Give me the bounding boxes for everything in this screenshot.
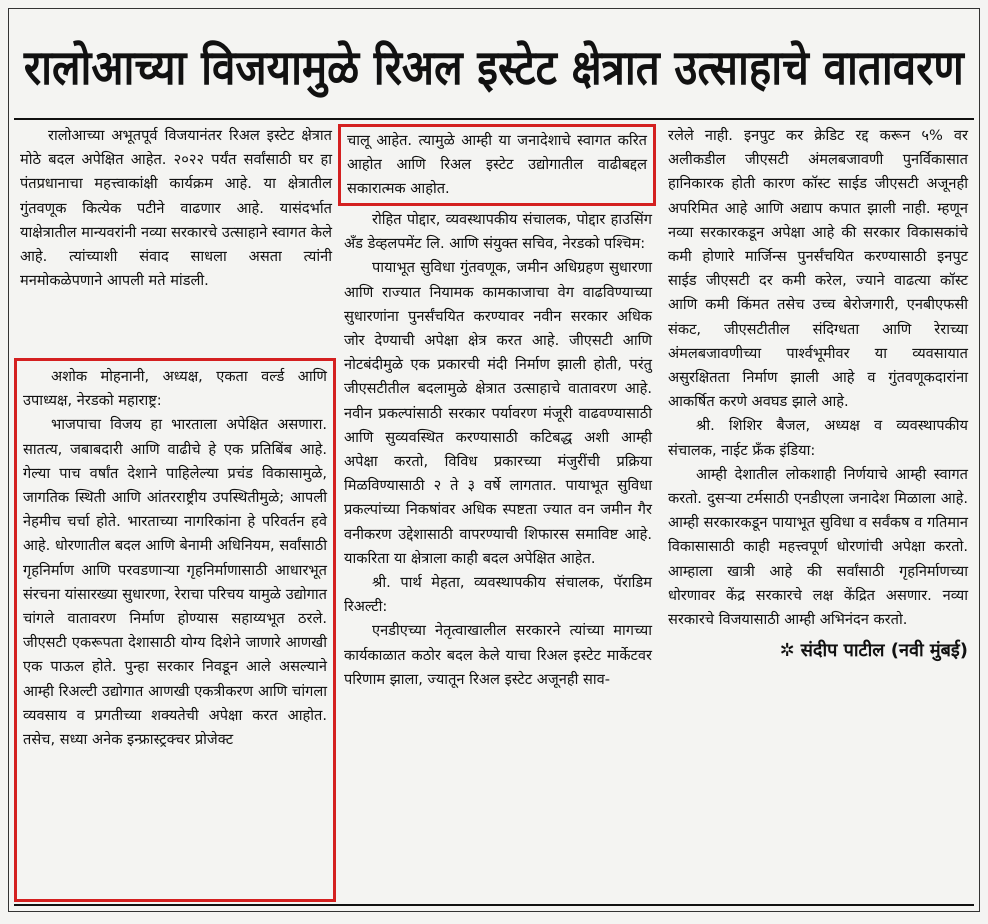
quote-poddar: पायाभूत सुविधा गुंतवणूक, जमीन अधिग्रहण सुधारणा आणि राज्यात नियामक कामकाजाचा वेग वाढविण्याच्या सुधारणांना पुनर्संचयित करण्यावर नवीन सरकार अधिक जोर देण्याची अपेक्षा क्षेत्र करत आहे. जीएसटी आणि नोटबंदीमुळे एक प्रकारची मंदी निर्माण झाली होती, परंतु जीएसटीतील बदलामुळे क्षेत्रात उत्साहाचे वातावरण आहे. नवीन प्रकल्पांसाठी सरकार पर्यावरण मंजूरी वाढवण्यासाठी आणि सुव्यवस्थित करण्यासाठी कटिबद्ध अशी आम्ही अपेक्षा करतो, विविध प्रकारच्या मंजुरींची प्रक्रिया मिळविण्यासाठी २ ते ३ वर्षे लागतात. पायाभूत सुविधा प्रकल्पांच्या निकषांवर अधिक स्पष्टता ज्यात वन जमीन गैर वनीकरण उद्देशासाठी वापरण्याची शिफारस समाविष्ट आहे. याकरिता या क्षेत्राला काही बदल अपेक्षित आहेत. (344, 259, 652, 567)
highlight-box-continuation (338, 124, 656, 206)
speaker-mehta: श्री. पार्थ मेहता, व्यवस्थापकीय संचालक, पॅराडिम रिअल्टी: (344, 574, 652, 616)
asterisk-icon: ✲ (779, 640, 795, 662)
bottom-divider (14, 904, 974, 906)
byline (668, 638, 968, 664)
quote-mohnani: भाजपाचा विजय हा भारताला अपेक्षित असणारा. सातत्य, जबाबदारी आणि वाढीचे हे एक प्रतिबिंब आहे. गेल्या पाच वर्षांत देशाने पाहिलेल्या प्रचंड विकासामुळे, जागतिक स्थिती आणि आंतरराष्ट्रीय उपस्थितीमुळे; आपली नेहमीच चर्चा होते. भारताच्या नागरिकांना हे परिवर्तन हवे आहे. धोरणातील बदल आणि बेनामी अधिनियम, सर्वांसाठी गृहनिर्माण आणि परवडणाऱ्या गृहनिर्माणासाठी आधारभूत संरचना यांसारख्या सुधारणा, रेराचा परिचय यामुळे उद्योगात चांगले वातावरण निर्माण होण्यास सहाय्यभूत ठरले. जीएसटी एकरूपता देशासाठी योग्य दिशेने जाणारे आणखी एक पाऊल होते. पुन्हा सरकार निवडून आले असल्याने आम्ही रिअल्टी उद्योगात आणखी एकत्रीकरण आणि चांगला व्यवसाय व प्रगतीच्या शक्यतेची अपेक्षा करत आहोत. तसेच, सध्या अनेक इन्फ्रास्ट्रक्चर प्रोजेक्ट (23, 416, 327, 749)
headline: रालोआच्या विजयामुळे रिअल इस्टेट क्षेत्रात उत्साहाचे वातावरण (24, 39, 965, 96)
continued-text-col3: रलेले नाही. इनपुट कर क्रेडिट रद्द करून ५% वर अलीकडील जीएसटी अंमलबजावणी पुनर्विकासात हानिकारक होती कारण कॉस्ट साईड जीएसटी अजूनही अपरिमित आहे आणि अद्याप कपात झाली नाही. म्हणून नव्या सरकारकडून अपेक्षा आहे की सरकार विकासकांचे कमी होणारे मार्जिन्स पुनर्संचयित करण्यासाठी इनपुट साईड जीएसटी दर कमी करेल, ज्याने वाढत्या कॉस्ट आणि कमी किंमत तसेच उच्च बेरोजगारी, एनबीएफसी संकट, जीएसटीतील संदिग्धता आणि रेराच्या अंमलबजावणीच्या पार्श्वभूमीवर या व्यवसायात असुरक्षितता निर्माण झाली आहे व गुंतवणूकदारांना आकर्षित करणे अवघड झाले आहे. (668, 127, 968, 411)
quote-baijal: आम्ही देशातील लोकशाही निर्णयाचे आम्ही स्वागत करतो. दुसऱ्या टर्मसाठी एनडीएला जनादेश मिळाला आहे. आम्ही सरकारकडून पायाभूत सुविधा व सर्वंकष व गतिमान विकासासाठी काही महत्त्वपूर्ण धोरणांची अपेक्षा करतो. आम्हाला खात्री आहे की सर्वांसाठी गृहनिर्माणच्या धोरणावर केंद्र सरकारचे लक्ष केंद्रित असणार. नव्या सरकारचे विजयासाठी आम्ही अभिनंदन करतो. (668, 465, 968, 629)
speaker-baijal: श्री. शिशिर बैजल, अध्यक्ष व व्यवस्थापकीय संचालक, नाईट फ्रँक इंडिया: (668, 417, 968, 459)
headline-divider (14, 118, 974, 120)
column-2 (344, 208, 652, 692)
column-3 (668, 124, 968, 664)
byline-author: संदीप पाटील (नवी मुंबई) (800, 640, 968, 662)
speaker-mohnani: अशोक मोहनानी, अध्यक्ष, एकता वर्ल्ड आणि उपाध्यक्ष, नेरडको महाराष्ट्र: (23, 368, 327, 410)
speaker-poddar: रोहित पोद्दार, व्यवस्थापकीय संचालक, पोद्दार हाउसिंग अँड डेव्हलपमेंट लि. आणि संयुक्त सचिव, नेरडको पश्चिम: (344, 211, 652, 253)
continued-text: चालू आहेत. त्यामुळे आम्ही या जनादेशाचे स्वागत करित आहोत आणि रिअल इस्टेट उद्योगातील वाढीबद्दल सकारात्मक आहोत. (347, 132, 647, 198)
highlight-box-mohnani (14, 358, 336, 902)
intro-paragraph: रालोआच्या अभूतपूर्व विजयानंतर रिअल इस्टेट क्षेत्रात मोठे बदल अपेक्षित आहेत. २०२२ पर्यंत सर्वांसाठी घर हा पंतप्रधानाचा महत्त्वाकांक्षी कार्यक्रम आहे. या क्षेत्रातील गुंतवणूक कित्येक पटीने वाढणार आहे. यासंदर्भात याक्षेत्रातील मान्यवरांनी नव्या सरकारचे उत्साहाने स्वागत केले आहे. त्यांच्याशी संवाद साधला असता त्यांनी मनमोकळेपणाने आपली मते मांडली. (20, 127, 332, 290)
quote-mehta: एनडीएच्या नेतृत्वाखालील सरकारने त्यांच्या मागच्या कार्यकाळात कठोर बदल केले याचा रिअल इस्टेट मार्केटवर परिणाम झाला, ज्यातून रिअल इस्टेट अजूनही साव- (344, 622, 652, 688)
column-1 (20, 124, 332, 293)
